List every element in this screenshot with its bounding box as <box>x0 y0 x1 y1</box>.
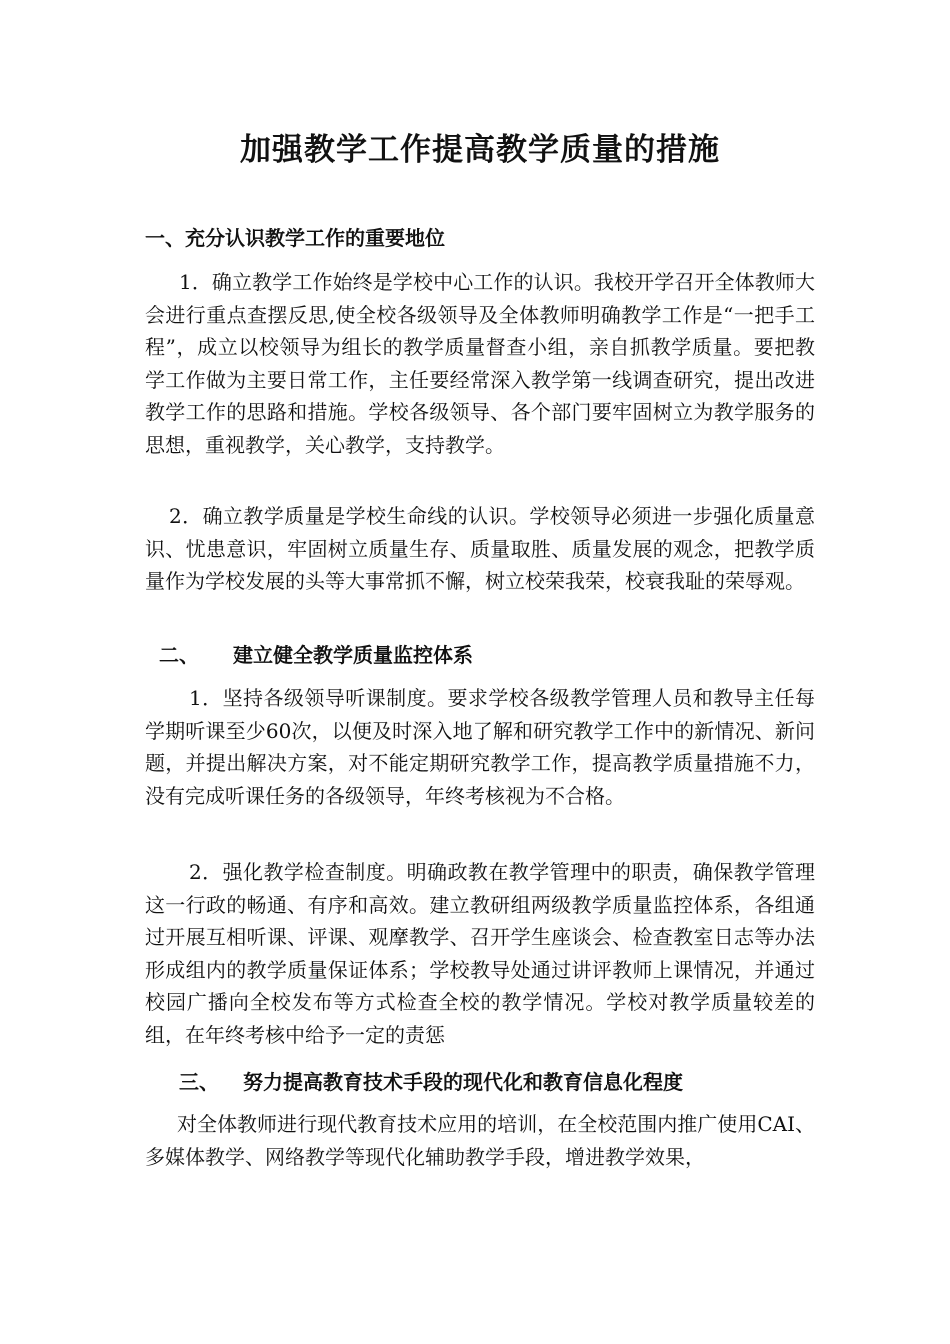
section-1-paragraph-2: 2．确立教学质量是学校生命线的认识。学校领导必须进一步强化质量意识、忧患意识，牢固树立质量生存、质量取胜、质量发展的观念，把教学质量作为学校发展的头等大事常抓不懈，树立校荣我荣，校衰我耻的荣辱观。 <box>145 504 815 593</box>
section-2-heading-text: 建立健全教学质量监控体系 <box>233 643 473 667</box>
section-3-paragraph-1: 对全体教师进行现代教育技术应用的培训，在全校范围内推广使用CAI、多媒体教学、网络教学等现代化辅助教学手段，增进教学效果， <box>145 1112 815 1169</box>
section-3-heading-number: 三、 <box>179 1070 219 1094</box>
section-2-heading <box>159 639 473 671</box>
section-3-heading-text: 努力提高教育技术手段的现代化和教育信息化程度 <box>243 1070 683 1094</box>
section-1-paragraph-1: 1．确立教学工作始终是学校中心工作的认识。我校开学召开全体教师大会进行重点查摆反思,使全校各级领导及全体教师明确教学工作是“一把手工程”，成立以校领导为组长的教学质量督查小组，亲自抓教学质量。要把教学工作做为主要日常工作，主任要经常深入教学第一线调查研究，提出改进教学工作的思路和措施。学校各级领导、各个部门要牢固树立为教学服务的思想，重视教学，关心教学，支持教学。 <box>145 270 815 457</box>
section-3-heading <box>179 1066 683 1098</box>
section-2-heading-number: 二、 <box>159 643 199 667</box>
section-2-paragraph-2: 2．强化教学检查制度。明确政教在教学管理中的职责，确保教学管理这一行政的畅通、有序和高效。建立教研组两级教学质量监控体系，各组通过开展互相听课、评课、观摩教学、召开学生座谈会、检查教室日志等办法形成组内的教学质量保证体系；学校教导处通过讲评教师上课情况，并通过校园广播向全校发布等方式检查全校的教学情况。学校对教学质量较差的组，在年终考核中给予一定的责惩 <box>145 860 815 1047</box>
document-title: 加强教学工作提高教学质量的措施 <box>240 132 720 168</box>
section-2-paragraph-1: 1．坚持各级领导听课制度。要求学校各级教学管理人员和教导主任每学期听课至少60次，以便及时深入地了解和研究教学工作中的新情况、新问题，并提出解决方案，对不能定期研究教学工作，提高教学质量措施不力，没有完成听课任务的各级领导，年终考核视为不合格。 <box>145 686 815 808</box>
section-1-heading: 一、充分认识教学工作的重要地位 <box>145 226 445 250</box>
